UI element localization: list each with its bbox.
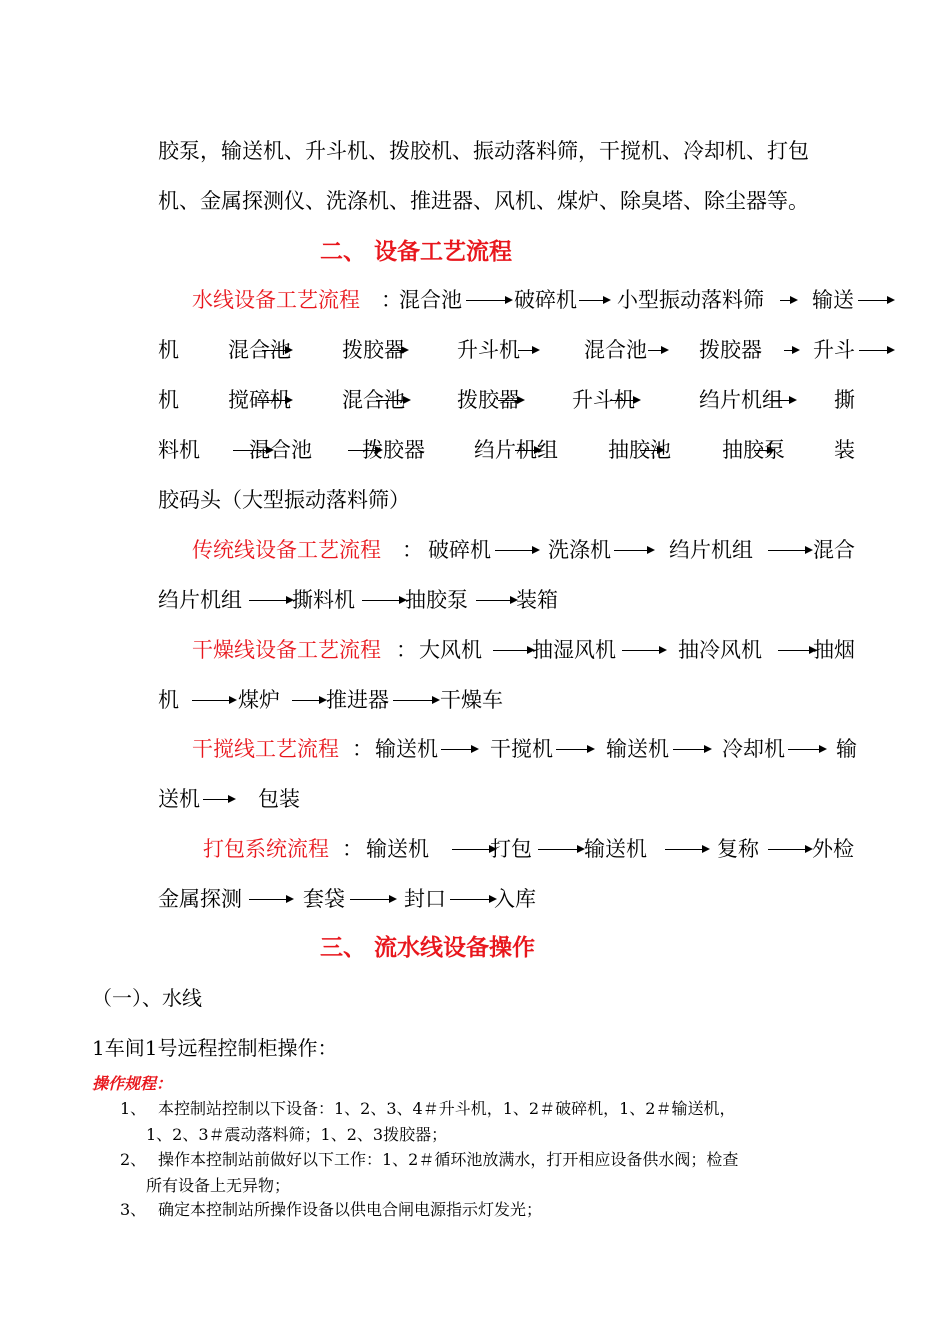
rule-1-line-1: 本控制站控制以下设备：1、2、3、4＃升斗机，1、2＃破碎机，1、2＃输送机，	[158, 1099, 736, 1118]
flow-step: 装箱	[516, 588, 558, 612]
colon: ：	[342, 837, 363, 861]
flow-step: 混合池	[584, 338, 647, 362]
flow-step: 抽胶池	[608, 438, 671, 462]
flow-step: 输送机	[584, 837, 647, 861]
flow-step: 混合池	[228, 338, 291, 362]
flow-step: 料机	[158, 438, 200, 462]
flow-step: 复称	[717, 837, 759, 861]
flow-arrow	[770, 400, 792, 401]
flow-arrow	[614, 550, 650, 551]
flow-step: 洗涤机	[548, 538, 611, 562]
flow-step: 入库	[494, 887, 536, 911]
section-heading-operation: 三、 流水线设备操作	[320, 935, 536, 961]
colon: ：	[402, 538, 423, 562]
flow-arrow	[390, 350, 404, 351]
flow-arrow	[498, 400, 520, 401]
flow-step: 机	[158, 388, 179, 412]
flow-arrow	[476, 600, 513, 601]
flow-arrow	[348, 450, 378, 451]
flow-arrow	[754, 450, 770, 451]
water-process-row-5: 胶码头（大型振动落料筛）	[158, 488, 410, 512]
flow-step: 外检	[812, 837, 854, 861]
flow-step: 升斗机	[572, 388, 635, 412]
flow-arrow	[858, 300, 890, 301]
flow-step: 输	[836, 737, 857, 761]
drying-process-label: 干燥线设备工艺流程	[192, 638, 381, 662]
intro-line-2: 机、金属探测仪、洗涤机、推进器、风机、煤炉、除臭塔、除尘器等。	[158, 189, 809, 213]
flow-step: 绉片机组	[699, 388, 783, 412]
flow-step: 抽冷风机	[678, 638, 762, 662]
mixing-process-label: 干搅线工艺流程	[192, 737, 339, 761]
flow-arrow	[233, 450, 269, 451]
flow-arrow	[393, 700, 435, 701]
flow-arrow	[780, 300, 793, 301]
flow-arrow	[610, 400, 636, 401]
flow-step: 破碎机	[514, 288, 577, 312]
flow-arrow	[292, 700, 322, 701]
flow-arrow	[452, 849, 492, 850]
flow-step: 破碎机	[428, 538, 491, 562]
rule-3-line-1: 确定本控制站所操作设备以供电合闸电源指示灯发光；	[158, 1200, 543, 1219]
flow-arrow	[665, 849, 705, 850]
flow-arrow	[640, 450, 660, 451]
flow-step: 大风机	[419, 638, 482, 662]
flow-arrow	[362, 600, 402, 601]
flow-arrow	[249, 899, 289, 900]
flow-arrow	[622, 650, 662, 651]
flow-step: 绉片机组	[669, 538, 753, 562]
flow-step: 混合	[813, 538, 855, 562]
flow-step: 抽胶泵	[722, 438, 785, 462]
rule-1-line-2: 1、2、3＃震动落料筛；1、2、3拨胶器；	[146, 1125, 448, 1144]
flow-step: 推进器	[326, 688, 389, 712]
flow-arrow	[538, 849, 580, 850]
flow-step: 干搅机	[490, 737, 553, 761]
flow-step: 装	[834, 438, 855, 462]
intro-line-1: 胶泵，输送机、升斗机、拨胶机、振动落料筛，干搅机、冷却机、打包	[158, 139, 809, 163]
flow-step: 拨胶器	[362, 438, 425, 462]
flow-step: 拨胶器	[699, 338, 762, 362]
flow-arrow	[495, 550, 535, 551]
section-heading-process: 二、 设备工艺流程	[320, 239, 513, 265]
flow-step: 撕	[834, 388, 855, 412]
flow-step: 打包	[490, 837, 532, 861]
flow-arrow	[579, 300, 606, 301]
flow-step: 撕料机	[292, 588, 355, 612]
rule-number: 1、	[120, 1099, 147, 1118]
rule-number: 2、	[120, 1150, 147, 1169]
flow-step: 煤炉	[238, 688, 280, 712]
flow-arrow	[768, 849, 808, 850]
flow-step: 送机	[158, 787, 200, 811]
flow-step: 抽湿风机	[532, 638, 616, 662]
flow-arrow	[192, 700, 232, 701]
flow-arrow	[249, 600, 289, 601]
flow-step: 拨胶器	[457, 388, 520, 412]
flow-step: 机	[158, 688, 179, 712]
flow-step: 抽烟	[813, 638, 855, 662]
flow-arrow	[258, 400, 288, 401]
flow-arrow	[262, 350, 288, 351]
flow-step: 冷却机	[722, 737, 785, 761]
flow-step: 绉片机组	[474, 438, 558, 462]
colon: ：	[352, 737, 373, 761]
flow-step: 升斗	[813, 338, 855, 362]
flow-arrow	[518, 350, 535, 351]
flow-step: 抽胶泵	[405, 588, 468, 612]
colon: ：	[381, 288, 402, 312]
flow-step: 包装	[258, 787, 300, 811]
rule-2-line-2: 所有设备上无异物；	[146, 1176, 291, 1195]
flow-arrow	[203, 799, 231, 800]
flow-arrow	[673, 749, 707, 750]
flow-step: 小型振动落料筛	[617, 288, 764, 312]
traditional-process-label: 传统线设备工艺流程	[192, 538, 381, 562]
flow-arrow	[859, 350, 890, 351]
water-process-label: 水线设备工艺流程	[192, 288, 360, 312]
flow-step: 绉片机组	[158, 588, 242, 612]
flow-arrow	[778, 650, 812, 651]
flow-arrow	[466, 300, 508, 301]
packing-process-label: 打包系统流程	[203, 837, 329, 861]
flow-arrow	[556, 749, 590, 750]
flow-step: 输送机	[366, 837, 429, 861]
flow-step: 混合池	[399, 288, 462, 312]
rules-title: 操作规程：	[92, 1074, 173, 1093]
flow-step: 输送机	[606, 737, 669, 761]
flow-step: 输送	[812, 288, 854, 312]
flow-arrow	[648, 350, 664, 351]
flow-arrow	[493, 650, 530, 651]
subsection-water-line: （一）、水线	[92, 986, 202, 1010]
flow-arrow	[376, 400, 406, 401]
flow-step: 混合池	[249, 438, 312, 462]
rule-number: 3、	[120, 1200, 147, 1219]
flow-step: 封口	[404, 887, 446, 911]
flow-step: 拨胶器	[342, 338, 405, 362]
flow-step: 金属探测	[158, 887, 242, 911]
flow-step: 机	[158, 338, 179, 362]
flow-step: 搅碎机	[228, 388, 291, 412]
flow-step: 混合池	[342, 388, 405, 412]
rule-2-line-1: 操作本控制站前做好以下工作：1、2＃循环池放满水，打开相应设备供水阀；检查	[158, 1150, 739, 1169]
flow-step: 套袋	[303, 887, 345, 911]
flow-arrow	[350, 899, 392, 900]
flow-arrow	[768, 550, 808, 551]
flow-step: 输送机	[375, 737, 438, 761]
flow-arrow	[784, 350, 795, 351]
flow-arrow	[788, 749, 822, 750]
flow-arrow	[441, 749, 474, 750]
flow-step: 干燥车	[440, 688, 503, 712]
flow-step: 升斗机	[457, 338, 520, 362]
workshop-title: 1车间1号远程控制柜操作：	[92, 1036, 338, 1060]
flow-arrow	[515, 450, 537, 451]
flow-arrow	[450, 899, 492, 900]
colon: ：	[396, 638, 417, 662]
